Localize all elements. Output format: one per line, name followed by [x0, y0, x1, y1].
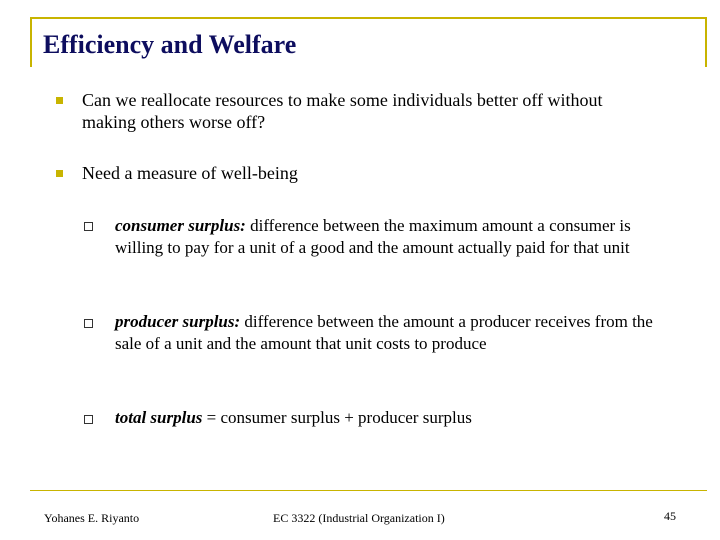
slide-frame-top — [30, 17, 707, 19]
sub-bullet-total-surplus — [115, 407, 655, 429]
bullet-square-icon — [56, 97, 63, 104]
slide-title: Efficiency and Welfare — [43, 30, 297, 59]
slide-frame-right — [705, 17, 707, 67]
footer-divider — [30, 490, 707, 491]
sub-bullet-hollow-square-icon — [84, 222, 93, 231]
footer-course: EC 3322 (Industrial Organization I) — [273, 511, 445, 525]
slide-frame-left — [30, 17, 32, 67]
page-number: 45 — [664, 509, 676, 523]
sub-bullet-hollow-square-icon — [84, 319, 93, 328]
term-producer-surplus: producer surplus: — [115, 312, 241, 331]
definition-total-surplus: = consumer surplus + producer surplus — [202, 408, 472, 427]
term-total-surplus: total surplus — [115, 408, 203, 427]
footer-author: Yohanes E. Riyanto — [44, 511, 140, 525]
bullet-text-measure: Need a measure of well-being — [82, 163, 298, 183]
definition-producer-surplus: difference between the amount a producer receives from the sale of a unit and the amount that unit costs to produce — [115, 312, 653, 353]
definition-consumer-surplus: difference between the maximum amount a consumer is willing to pay for a unit of a good and the amount actually paid for that unit — [115, 216, 631, 257]
sub-bullet-producer-surplus — [115, 311, 655, 355]
term-consumer-surplus: consumer surplus: — [115, 216, 246, 235]
bullet-text-reallocate: Can we reallocate resources to make some individuals better off without making others worse off? — [82, 90, 603, 132]
bullet-square-icon — [56, 170, 63, 177]
sub-bullet-consumer-surplus — [115, 215, 655, 259]
sub-bullet-hollow-square-icon — [84, 415, 93, 424]
